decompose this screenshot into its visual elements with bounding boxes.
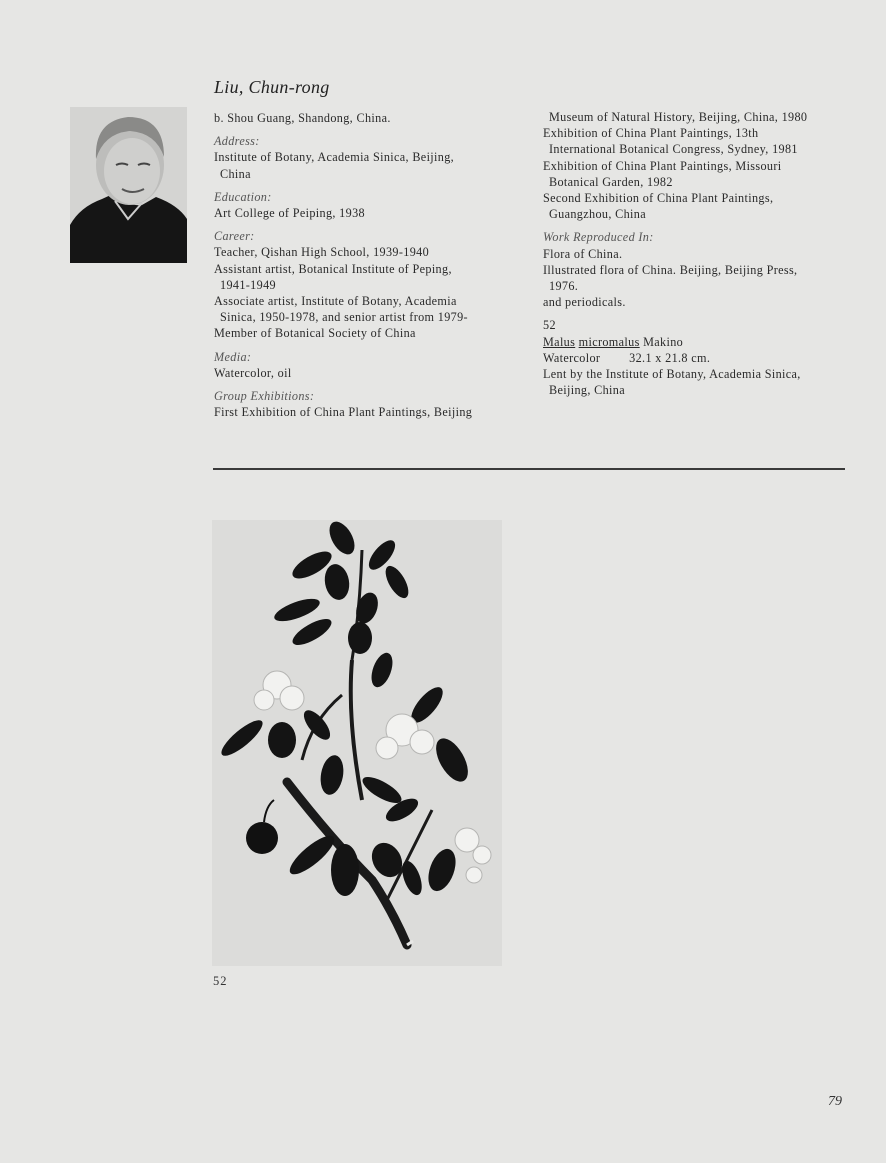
plate-genus: Malus (543, 334, 576, 349)
career-line: Associate artist, Institute of Botany, Academia (214, 294, 457, 309)
section-divider (213, 468, 845, 470)
education-line: Art College of Peiping, 1938 (214, 206, 365, 221)
work-reproduced-label: Work Reproduced In: (543, 230, 654, 245)
career-line: Assistant artist, Botanical Institute of Peping, (214, 261, 452, 276)
career-line: Teacher, Qishan High School, 1939-1940 (214, 245, 430, 260)
plate-painting (212, 520, 502, 966)
plate-credit-line: Beijing, China (549, 383, 625, 398)
publication-line: Flora of China. (543, 246, 623, 261)
address-label: Address: (214, 134, 260, 149)
career-line: 1941-1949 (220, 277, 276, 292)
biography-right-column (543, 109, 853, 398)
botanical-painting-icon (212, 520, 502, 966)
plate-medium: Watercolor (543, 350, 601, 365)
plate-number: 52 (543, 318, 556, 333)
plate-species: micromalus (578, 334, 640, 349)
group-exhibitions-label: Group Exhibitions: (214, 389, 315, 404)
exhibition-line: Exhibition of China Plant Paintings, Missouri (543, 158, 782, 173)
address-line: China (220, 166, 251, 181)
address-line: Institute of Botany, Academia Sinica, Beijing, (214, 150, 455, 165)
plate-credit-line: Lent by the Institute of Botany, Academia Sinica, (543, 367, 801, 382)
biography-left-column (214, 110, 514, 420)
plate-dimensions: 32.1 x 21.8 cm. (629, 350, 711, 365)
education-label: Education: (214, 189, 272, 204)
artist-portrait (70, 107, 187, 263)
exhibition-line: International Botanical Congress, Sydney, 1981 (549, 142, 798, 157)
artist-name: Liu, Chun-rong (214, 77, 330, 97)
exhibition-line: Museum of Natural History, Beijing, China, 1980 (549, 110, 808, 124)
exhibition-line: First Exhibition of China Plant Paintings, Beijing (214, 405, 473, 420)
exhibition-line: Exhibition of China Plant Paintings, 13th (543, 126, 759, 141)
plate-title (543, 334, 853, 350)
plate-caption-number: 52 (213, 974, 228, 988)
career-line: Sinica, 1950-1978, and senior artist from 1979- (220, 310, 468, 325)
portrait-photo-icon (70, 107, 187, 263)
exhibition-line: Guangzhou, China (549, 207, 646, 222)
publication-line: Illustrated flora of China. Beijing, Beijing Press, (543, 262, 798, 277)
media-label: Media: (214, 349, 252, 364)
plate-author: Makino (643, 334, 684, 349)
publication-line: 1976. (549, 279, 579, 294)
exhibition-line: Botanical Garden, 1982 (549, 174, 673, 189)
page-number: 79 (828, 1094, 842, 1109)
media-line: Watercolor, oil (214, 365, 292, 380)
career-label: Career: (214, 229, 255, 244)
plate-medium-dimensions (543, 350, 853, 366)
publication-line: and periodicals. (543, 295, 626, 310)
exhibition-line: Second Exhibition of China Plant Paintings, (543, 191, 774, 206)
career-line: Member of Botanical Society of China (214, 326, 416, 341)
birth-info: b. Shou Guang, Shandong, China. (214, 111, 391, 125)
